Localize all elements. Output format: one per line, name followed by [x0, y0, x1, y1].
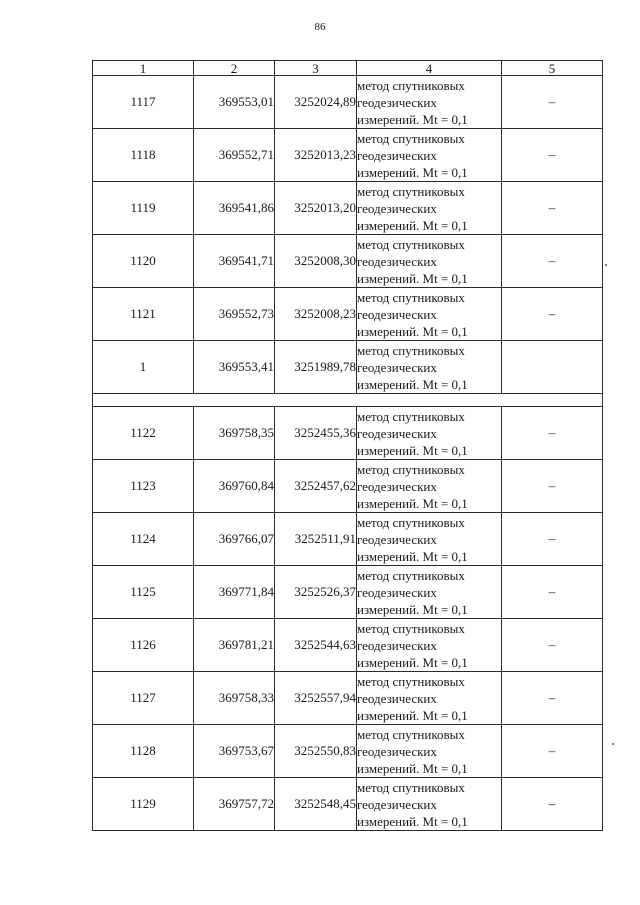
method-line: метод спутниковых — [357, 514, 465, 530]
table-row — [93, 288, 603, 341]
method-description — [357, 566, 502, 619]
note-dash: – — [502, 407, 603, 460]
table-row — [93, 725, 603, 778]
x-coordinate: 369541,86 — [194, 182, 275, 235]
table-body — [93, 76, 603, 831]
table-separator-row — [93, 394, 603, 407]
method-line: метод спутниковых — [357, 77, 465, 93]
method-line: измерений. Mt = 0,1 — [357, 442, 468, 458]
note-dash: – — [502, 235, 603, 288]
y-coordinate: 3252013,20 — [275, 182, 357, 235]
method-line: геодезических — [357, 147, 437, 163]
method-description — [357, 76, 502, 129]
method-description — [357, 288, 502, 341]
y-coordinate: 3252548,45 — [275, 778, 357, 831]
x-coordinate: 369758,33 — [194, 672, 275, 725]
x-coordinate: 369553,01 — [194, 76, 275, 129]
x-coordinate: 369553,41 — [194, 341, 275, 394]
table-row — [93, 407, 603, 460]
point-number: 1119 — [93, 182, 194, 235]
x-coordinate: 369757,72 — [194, 778, 275, 831]
table-row — [93, 619, 603, 672]
method-line: геодезических — [357, 94, 437, 110]
note-dash: – — [502, 460, 603, 513]
method-line: измерений. Mt = 0,1 — [357, 217, 468, 233]
method-line: геодезических — [357, 359, 437, 375]
method-line: метод спутниковых — [357, 726, 465, 742]
method-description — [357, 619, 502, 672]
method-description — [357, 725, 502, 778]
method-description — [357, 129, 502, 182]
y-coordinate: 3252008,23 — [275, 288, 357, 341]
method-line: геодезических — [357, 253, 437, 269]
y-coordinate: 3252024,89 — [275, 76, 357, 129]
x-coordinate: 369753,67 — [194, 725, 275, 778]
y-coordinate: 3252544,63 — [275, 619, 357, 672]
table-row — [93, 778, 603, 831]
table-row — [93, 513, 603, 566]
method-line: геодезических — [357, 200, 437, 216]
method-description — [357, 407, 502, 460]
note-dash: – — [502, 288, 603, 341]
point-number: 1129 — [93, 778, 194, 831]
x-coordinate: 369541,71 — [194, 235, 275, 288]
y-coordinate: 3252455,36 — [275, 407, 357, 460]
method-description — [357, 778, 502, 831]
note-dash: – — [502, 182, 603, 235]
note-dash: – — [502, 566, 603, 619]
table-header-row — [93, 61, 603, 76]
point-number: 1127 — [93, 672, 194, 725]
table-row — [93, 76, 603, 129]
method-line: измерений. Mt = 0,1 — [357, 376, 468, 392]
point-number: 1124 — [93, 513, 194, 566]
y-coordinate: 3252008,30 — [275, 235, 357, 288]
x-coordinate: 369760,84 — [194, 460, 275, 513]
method-line: измерений. Mt = 0,1 — [357, 548, 468, 564]
y-coordinate: 3252511,91 — [275, 513, 357, 566]
point-number: 1126 — [93, 619, 194, 672]
method-line: измерений. Mt = 0,1 — [357, 270, 468, 286]
method-line: геодезических — [357, 478, 437, 494]
method-line: измерений. Mt = 0,1 — [357, 601, 468, 617]
method-line: измерений. Mt = 0,1 — [357, 323, 468, 339]
method-line: метод спутниковых — [357, 342, 465, 358]
table-row — [93, 235, 603, 288]
note-dash: – — [502, 129, 603, 182]
method-line: метод спутниковых — [357, 236, 465, 252]
method-line: измерений. Mt = 0,1 — [357, 495, 468, 511]
method-line: геодезических — [357, 690, 437, 706]
y-coordinate: 3251989,78 — [275, 341, 357, 394]
method-description — [357, 672, 502, 725]
point-number: 1125 — [93, 566, 194, 619]
header-col-4: 4 — [357, 61, 502, 76]
table-row — [93, 672, 603, 725]
method-description — [357, 513, 502, 566]
method-line: измерений. Mt = 0,1 — [357, 164, 468, 180]
method-line: метод спутниковых — [357, 183, 465, 199]
method-line: измерений. Mt = 0,1 — [357, 654, 468, 670]
x-coordinate: 369781,21 — [194, 619, 275, 672]
point-number: 1120 — [93, 235, 194, 288]
method-line: измерений. Mt = 0,1 — [357, 813, 468, 829]
point-number: 1122 — [93, 407, 194, 460]
method-description — [357, 341, 502, 394]
header-col-2: 2 — [194, 61, 275, 76]
x-coordinate: 369552,73 — [194, 288, 275, 341]
separator-cell — [93, 394, 603, 407]
point-number: 1128 — [93, 725, 194, 778]
method-line: метод спутниковых — [357, 130, 465, 146]
note-dash: – — [502, 619, 603, 672]
method-line: метод спутниковых — [357, 673, 465, 689]
x-coordinate: 369758,35 — [194, 407, 275, 460]
header-col-3: 3 — [275, 61, 357, 76]
x-coordinate: 369552,71 — [194, 129, 275, 182]
method-line: геодезических — [357, 531, 437, 547]
method-description — [357, 235, 502, 288]
method-line: геодезических — [357, 743, 437, 759]
header-col-5: 5 — [502, 61, 603, 76]
method-line: метод спутниковых — [357, 289, 465, 305]
point-number: 1 — [93, 341, 194, 394]
y-coordinate: 3252526,37 — [275, 566, 357, 619]
method-line: измерений. Mt = 0,1 — [357, 111, 468, 127]
method-line: метод спутниковых — [357, 620, 465, 636]
page-number: 86 — [314, 21, 326, 33]
scan-speck — [612, 743, 614, 745]
method-line: геодезических — [357, 584, 437, 600]
note-dash: – — [502, 672, 603, 725]
note-dash: – — [502, 725, 603, 778]
method-line: измерений. Mt = 0,1 — [357, 760, 468, 776]
method-line: метод спутниковых — [357, 779, 465, 795]
y-coordinate: 3252557,94 — [275, 672, 357, 725]
method-description — [357, 460, 502, 513]
point-number: 1117 — [93, 76, 194, 129]
method-line: метод спутниковых — [357, 567, 465, 583]
y-coordinate: 3252013,23 — [275, 129, 357, 182]
method-line: геодезических — [357, 796, 437, 812]
table-row — [93, 341, 603, 394]
header-col-1: 1 — [93, 61, 194, 76]
x-coordinate: 369771,84 — [194, 566, 275, 619]
point-number: 1121 — [93, 288, 194, 341]
coordinates-table — [92, 60, 603, 831]
method-line: геодезических — [357, 637, 437, 653]
y-coordinate: 3252457,62 — [275, 460, 357, 513]
table-row — [93, 460, 603, 513]
method-line: геодезических — [357, 425, 437, 441]
x-coordinate: 369766,07 — [194, 513, 275, 566]
method-line: метод спутниковых — [357, 408, 465, 424]
table-row — [93, 182, 603, 235]
note-dash: – — [502, 778, 603, 831]
point-number: 1123 — [93, 460, 194, 513]
note-dash: – — [502, 76, 603, 129]
table-row — [93, 566, 603, 619]
method-line: метод спутниковых — [357, 461, 465, 477]
scan-speck — [605, 264, 607, 266]
method-line: геодезических — [357, 306, 437, 322]
table-row — [93, 129, 603, 182]
point-number: 1118 — [93, 129, 194, 182]
note-dash: – — [502, 513, 603, 566]
method-line: измерений. Mt = 0,1 — [357, 707, 468, 723]
method-description — [357, 182, 502, 235]
note-dash — [502, 341, 603, 394]
y-coordinate: 3252550,83 — [275, 725, 357, 778]
